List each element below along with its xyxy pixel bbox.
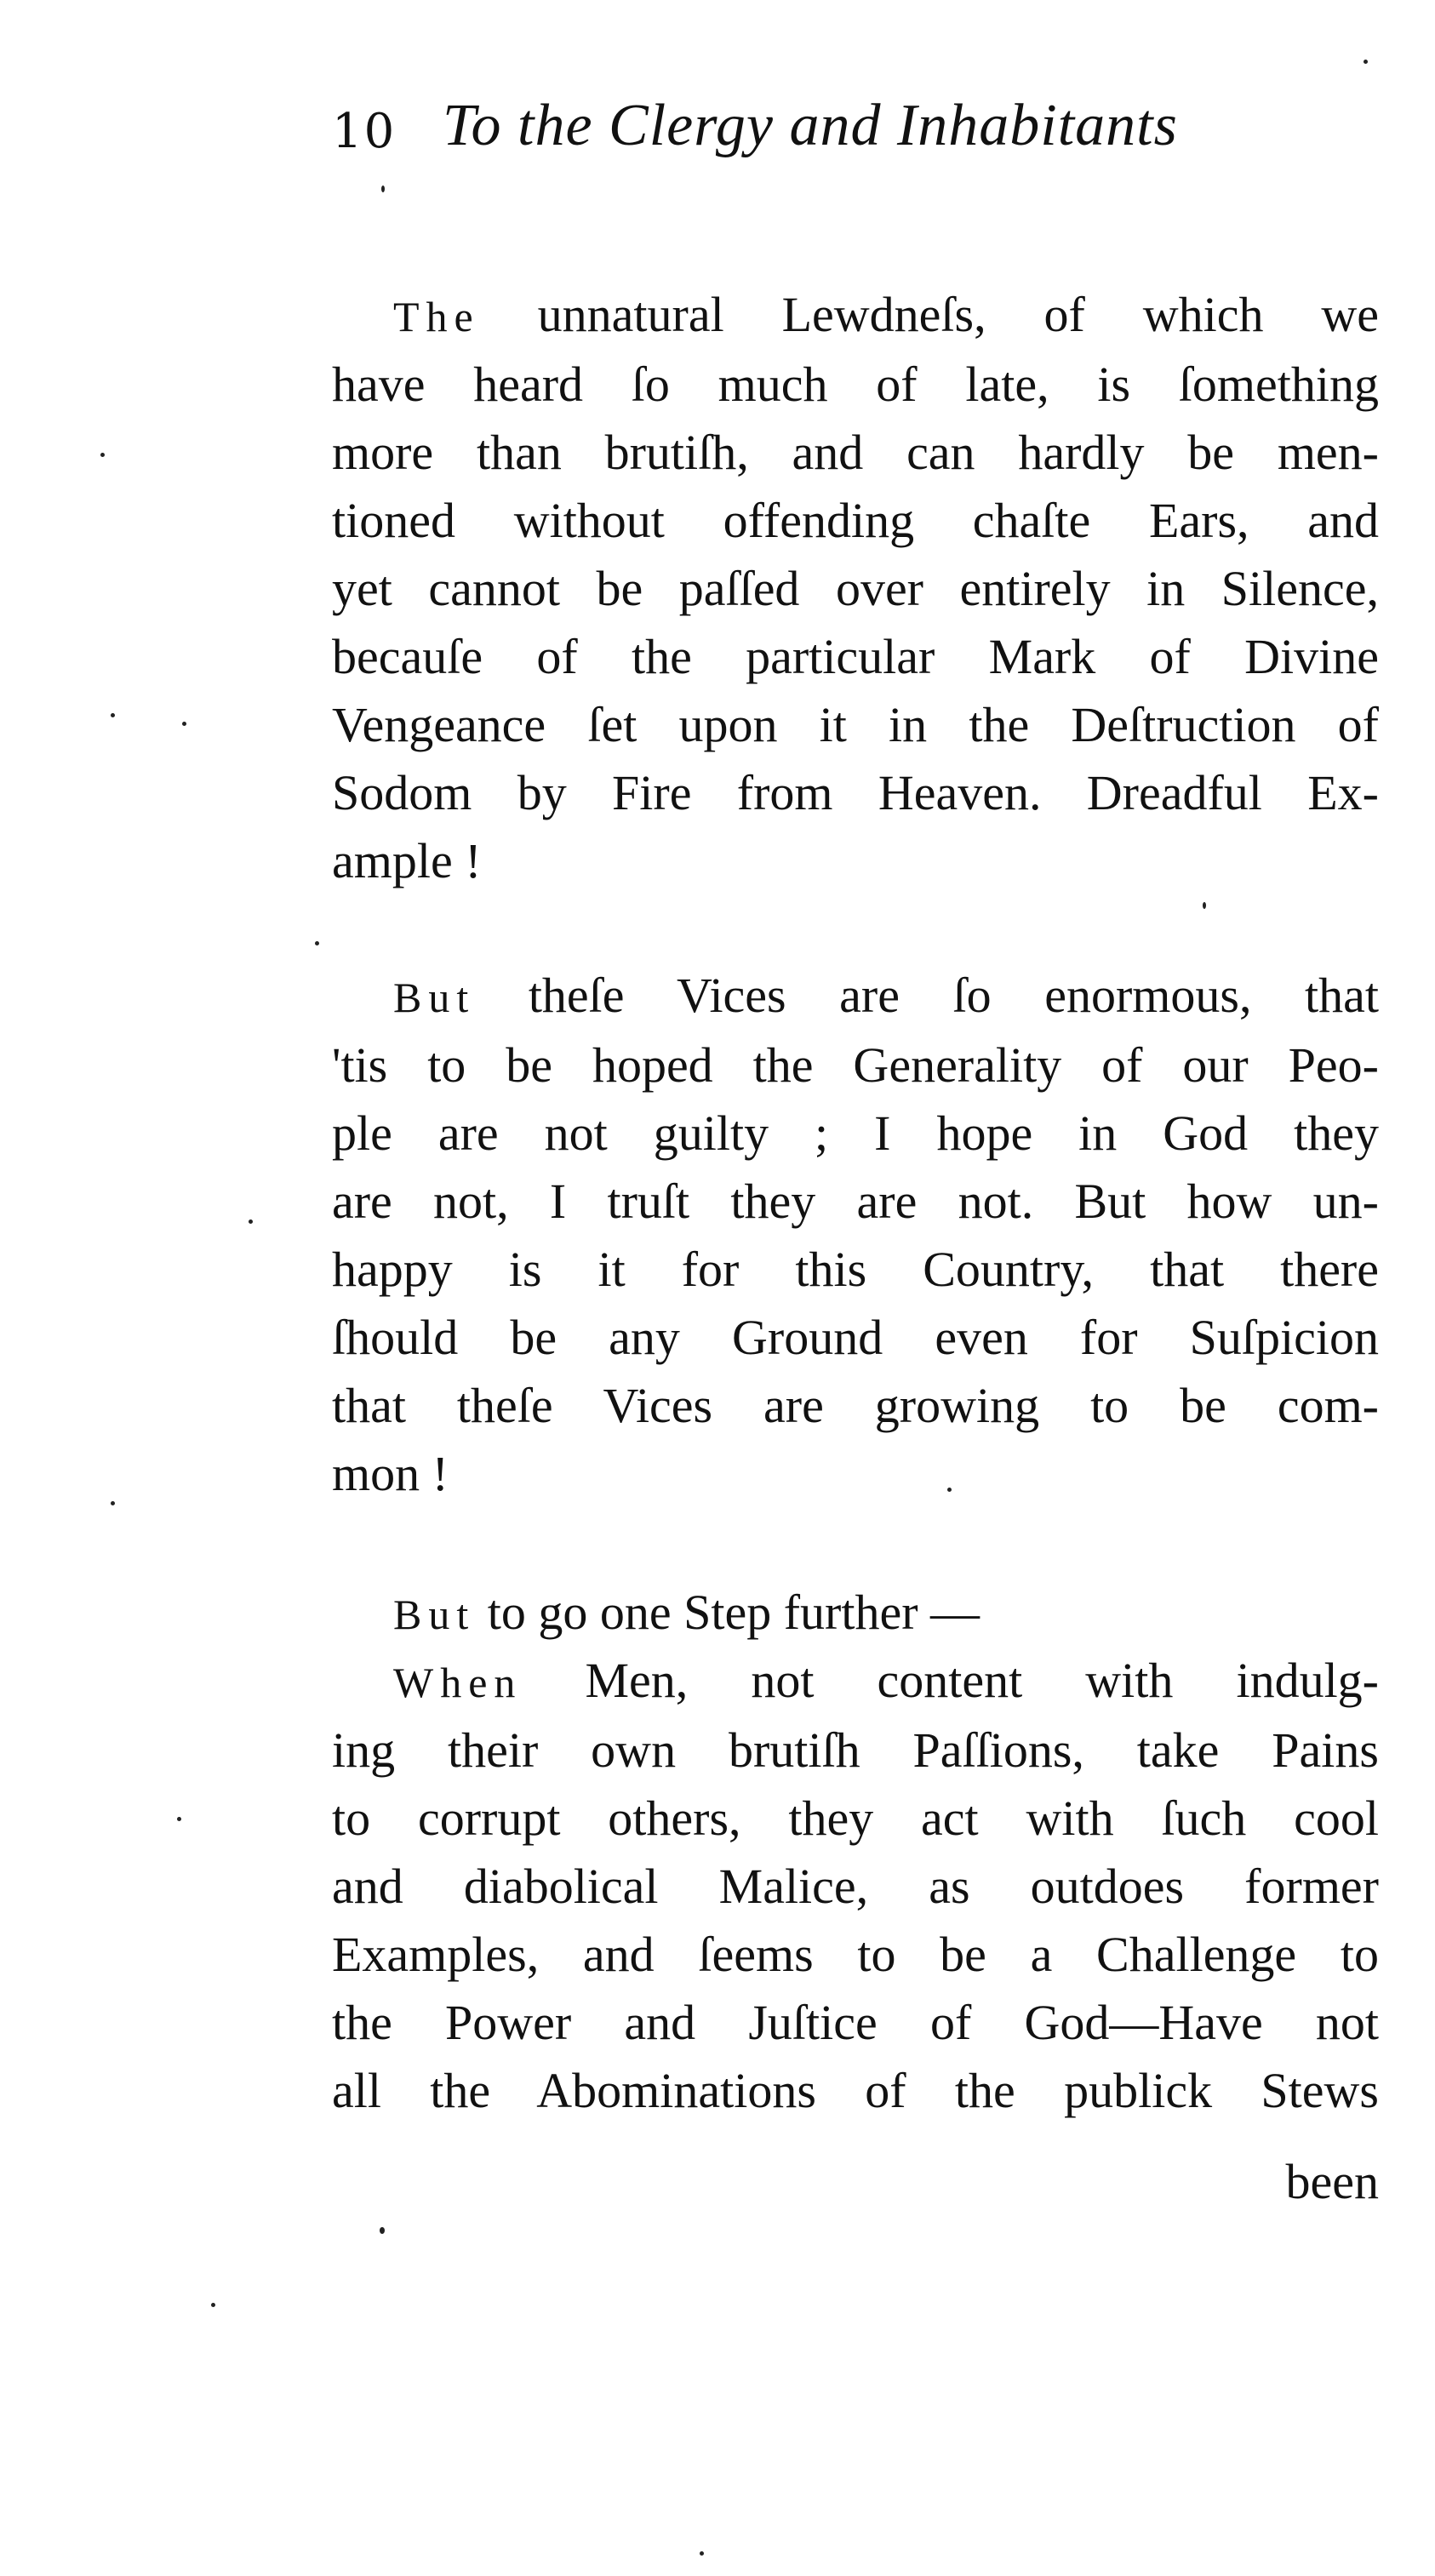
text-line: that theſe Vices are growing to be com-	[332, 1378, 1379, 1433]
scan-speck	[1364, 60, 1368, 64]
catchword: been	[1285, 2154, 1379, 2209]
text-line: Examples, and ſeems to be a Challenge to	[332, 1927, 1379, 1982]
paragraph-lead: When	[393, 1659, 523, 1706]
page-header	[332, 85, 1396, 179]
scan-speck	[111, 1501, 115, 1505]
text-line: ſhould be any Ground even for Suſpicion	[332, 1310, 1379, 1365]
line-text: Men, not content with indulg-	[585, 1653, 1379, 1708]
text-line	[332, 1647, 1379, 1716]
scan-speck	[947, 1488, 952, 1492]
text-line: Vengeance ſet upon it in the Deſtruction of	[332, 697, 1379, 752]
text-line: to corrupt others, they act with ſuch cool	[332, 1791, 1379, 1846]
text-line: ple are not guilty ; I hope in God they	[332, 1105, 1379, 1161]
paragraph-lead: But	[393, 974, 476, 1021]
scan-speck	[111, 713, 115, 717]
text-line: ample !	[332, 833, 482, 888]
scan-speck	[182, 722, 186, 726]
text-line	[332, 1579, 1379, 1648]
text-line: and diabolical Malice, as outdoes former	[332, 1859, 1379, 1914]
paragraph-1	[332, 281, 1379, 895]
text-line	[332, 281, 1379, 351]
running-title: To the Clergy and Inhabitants	[443, 93, 1178, 158]
scan-speck	[700, 2551, 704, 2556]
text-line: the Power and Juſtice of God—Have not	[332, 1995, 1379, 2050]
text-line: yet cannot be paſſed over entirely in Silence,	[332, 561, 1379, 616]
scan-speck	[249, 1219, 253, 1224]
scan-speck	[177, 1817, 181, 1821]
text-line: tioned without offending chaſte Ears, and	[332, 493, 1379, 548]
line-text: unnatural Lewdneſs, of which we	[537, 287, 1380, 342]
paragraph-2	[332, 962, 1379, 1508]
text-line: all the Abominations of the publick Stews	[332, 2063, 1379, 2118]
scan-speck	[315, 941, 319, 945]
scan-speck	[380, 2227, 385, 2234]
scan-speck	[1203, 902, 1206, 909]
text-line: mon !	[332, 1446, 449, 1501]
line-text: theſe Vices are ſo enormous, that	[528, 968, 1379, 1023]
scan-speck	[381, 186, 385, 192]
page-number: 10	[332, 104, 397, 159]
paragraph-3	[332, 1579, 1379, 1648]
text-line	[332, 962, 1379, 1031]
text-line: happy is it for this Country, that there	[332, 1242, 1379, 1297]
text-line: more than brutiſh, and can hardly be men-	[332, 425, 1379, 480]
text-line: ing their own brutiſh Paſſions, take Pains	[332, 1722, 1379, 1778]
paragraph-lead: But	[393, 1591, 476, 1638]
paragraph-lead: The	[393, 293, 480, 340]
text-line: have heard ſo much of late, is ſomething	[332, 357, 1379, 412]
text-line: Sodom by Fire from Heaven. Dreadful Ex-	[332, 765, 1379, 820]
scan-speck	[211, 2303, 215, 2307]
text-line: becauſe of the particular Mark of Divine	[332, 629, 1379, 684]
scan-speck	[100, 453, 105, 457]
line-text: to go one Step further —	[487, 1585, 980, 1640]
paragraph-4	[332, 1647, 1379, 2125]
text-line: 'tis to be hoped the Generality of our Peo-	[332, 1037, 1379, 1093]
text-line: are not, I truſt they are not. But how un-	[332, 1174, 1379, 1229]
